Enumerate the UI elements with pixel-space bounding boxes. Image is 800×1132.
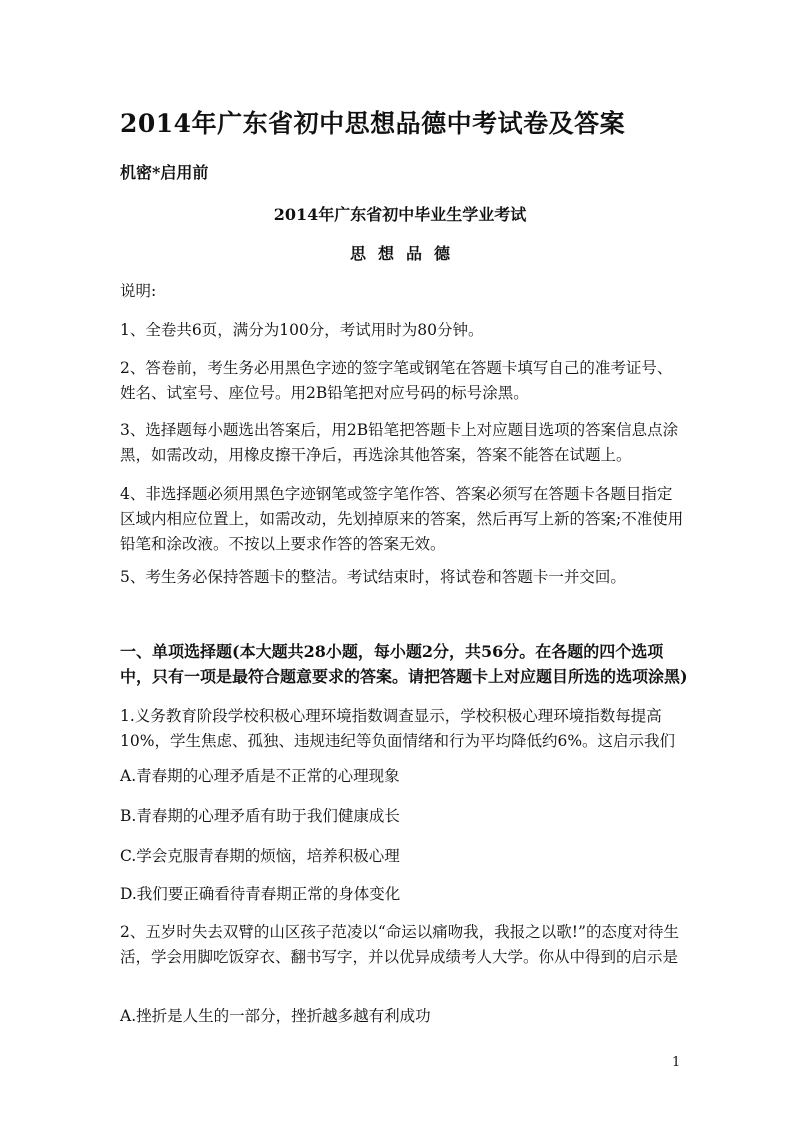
exam-title: 2014年广东省初中毕业生学业考试 — [273, 205, 527, 224]
instruction-item: 1、全卷共6页，满分为100分，考试用时为80分钟。 — [120, 321, 484, 339]
instructions-label: 说明: — [120, 282, 157, 300]
document-title: 2014年广东省初中思想品德中考试卷及答案 — [120, 109, 626, 138]
instruction-item: 3、选择题每小题选出答案后，用2B铅笔把答题卡上对应题目选项的答案信息点涂黑，如需改动，用橡皮擦干净后，再选涂其他答案，答案不能答在试题上。 — [120, 421, 679, 464]
question-stem: 1.义务教育阶段学校积极心理环境指数调查显示，学校积极心理环境指数每提高10%，学生焦虑、孤独、违规违纪等负面情绪和行为平均降低约6%。这启示我们 — [120, 707, 676, 750]
confidential-label: 机密*启用前 — [120, 163, 209, 182]
question-option: A.青春期的心理矛盾是不正常的心理现象 — [120, 767, 400, 785]
question-option: A.挫折是人生的一部分，挫折越多越有利成功 — [120, 1007, 431, 1025]
question-option: D.我们要正确看待青春期正常的身体变化 — [120, 885, 401, 903]
instruction-item: 2、答卷前，考生务必用黑色字迹的签字笔或钢笔在答题卡填写自己的准考证号、姓名、试室号、座位号。用2B铅笔把对应号码的标号涂黑。 — [120, 359, 673, 402]
subject-title: 思想品德 — [349, 244, 462, 263]
page-number: 1 — [672, 1055, 681, 1070]
question-option: C.学会克服青春期的烦恼，培养积极心理 — [120, 847, 400, 865]
instruction-item: 5、考生务必保持答题卡的整洁。考试结束时，将试卷和答题卡一并交回。 — [120, 568, 626, 586]
section-heading: 一、单项选择题(本大题共28小题，每小题2分，共56分。在各题的四个选项中，只有一项是最符合题意要求的答案。请把答题卡上对应题目所选的选项涂黑) — [120, 642, 688, 686]
question-stem: 2、五岁时失去双臂的山区孩子范凌以“命运以痛吻我，我报之以歌!”的态度对待生活，学会用脚吃饭穿衣、翻书写字，并以优异成绩考人大学。你从中得到的启示是 — [120, 923, 679, 966]
instruction-item: 4、非选择题必须用黑色字迹钢笔或签字笔作答、答案必须写在答题卡各题目指定区域内相应位置上，如需改动，先划掉原来的答案，然后再写上新的答案;不准使用铅笔和涂改液。不按以上要求作答的答案无效。 — [120, 485, 684, 553]
question-option: B.青春期的心理矛盾有助于我们健康成长 — [120, 807, 400, 825]
